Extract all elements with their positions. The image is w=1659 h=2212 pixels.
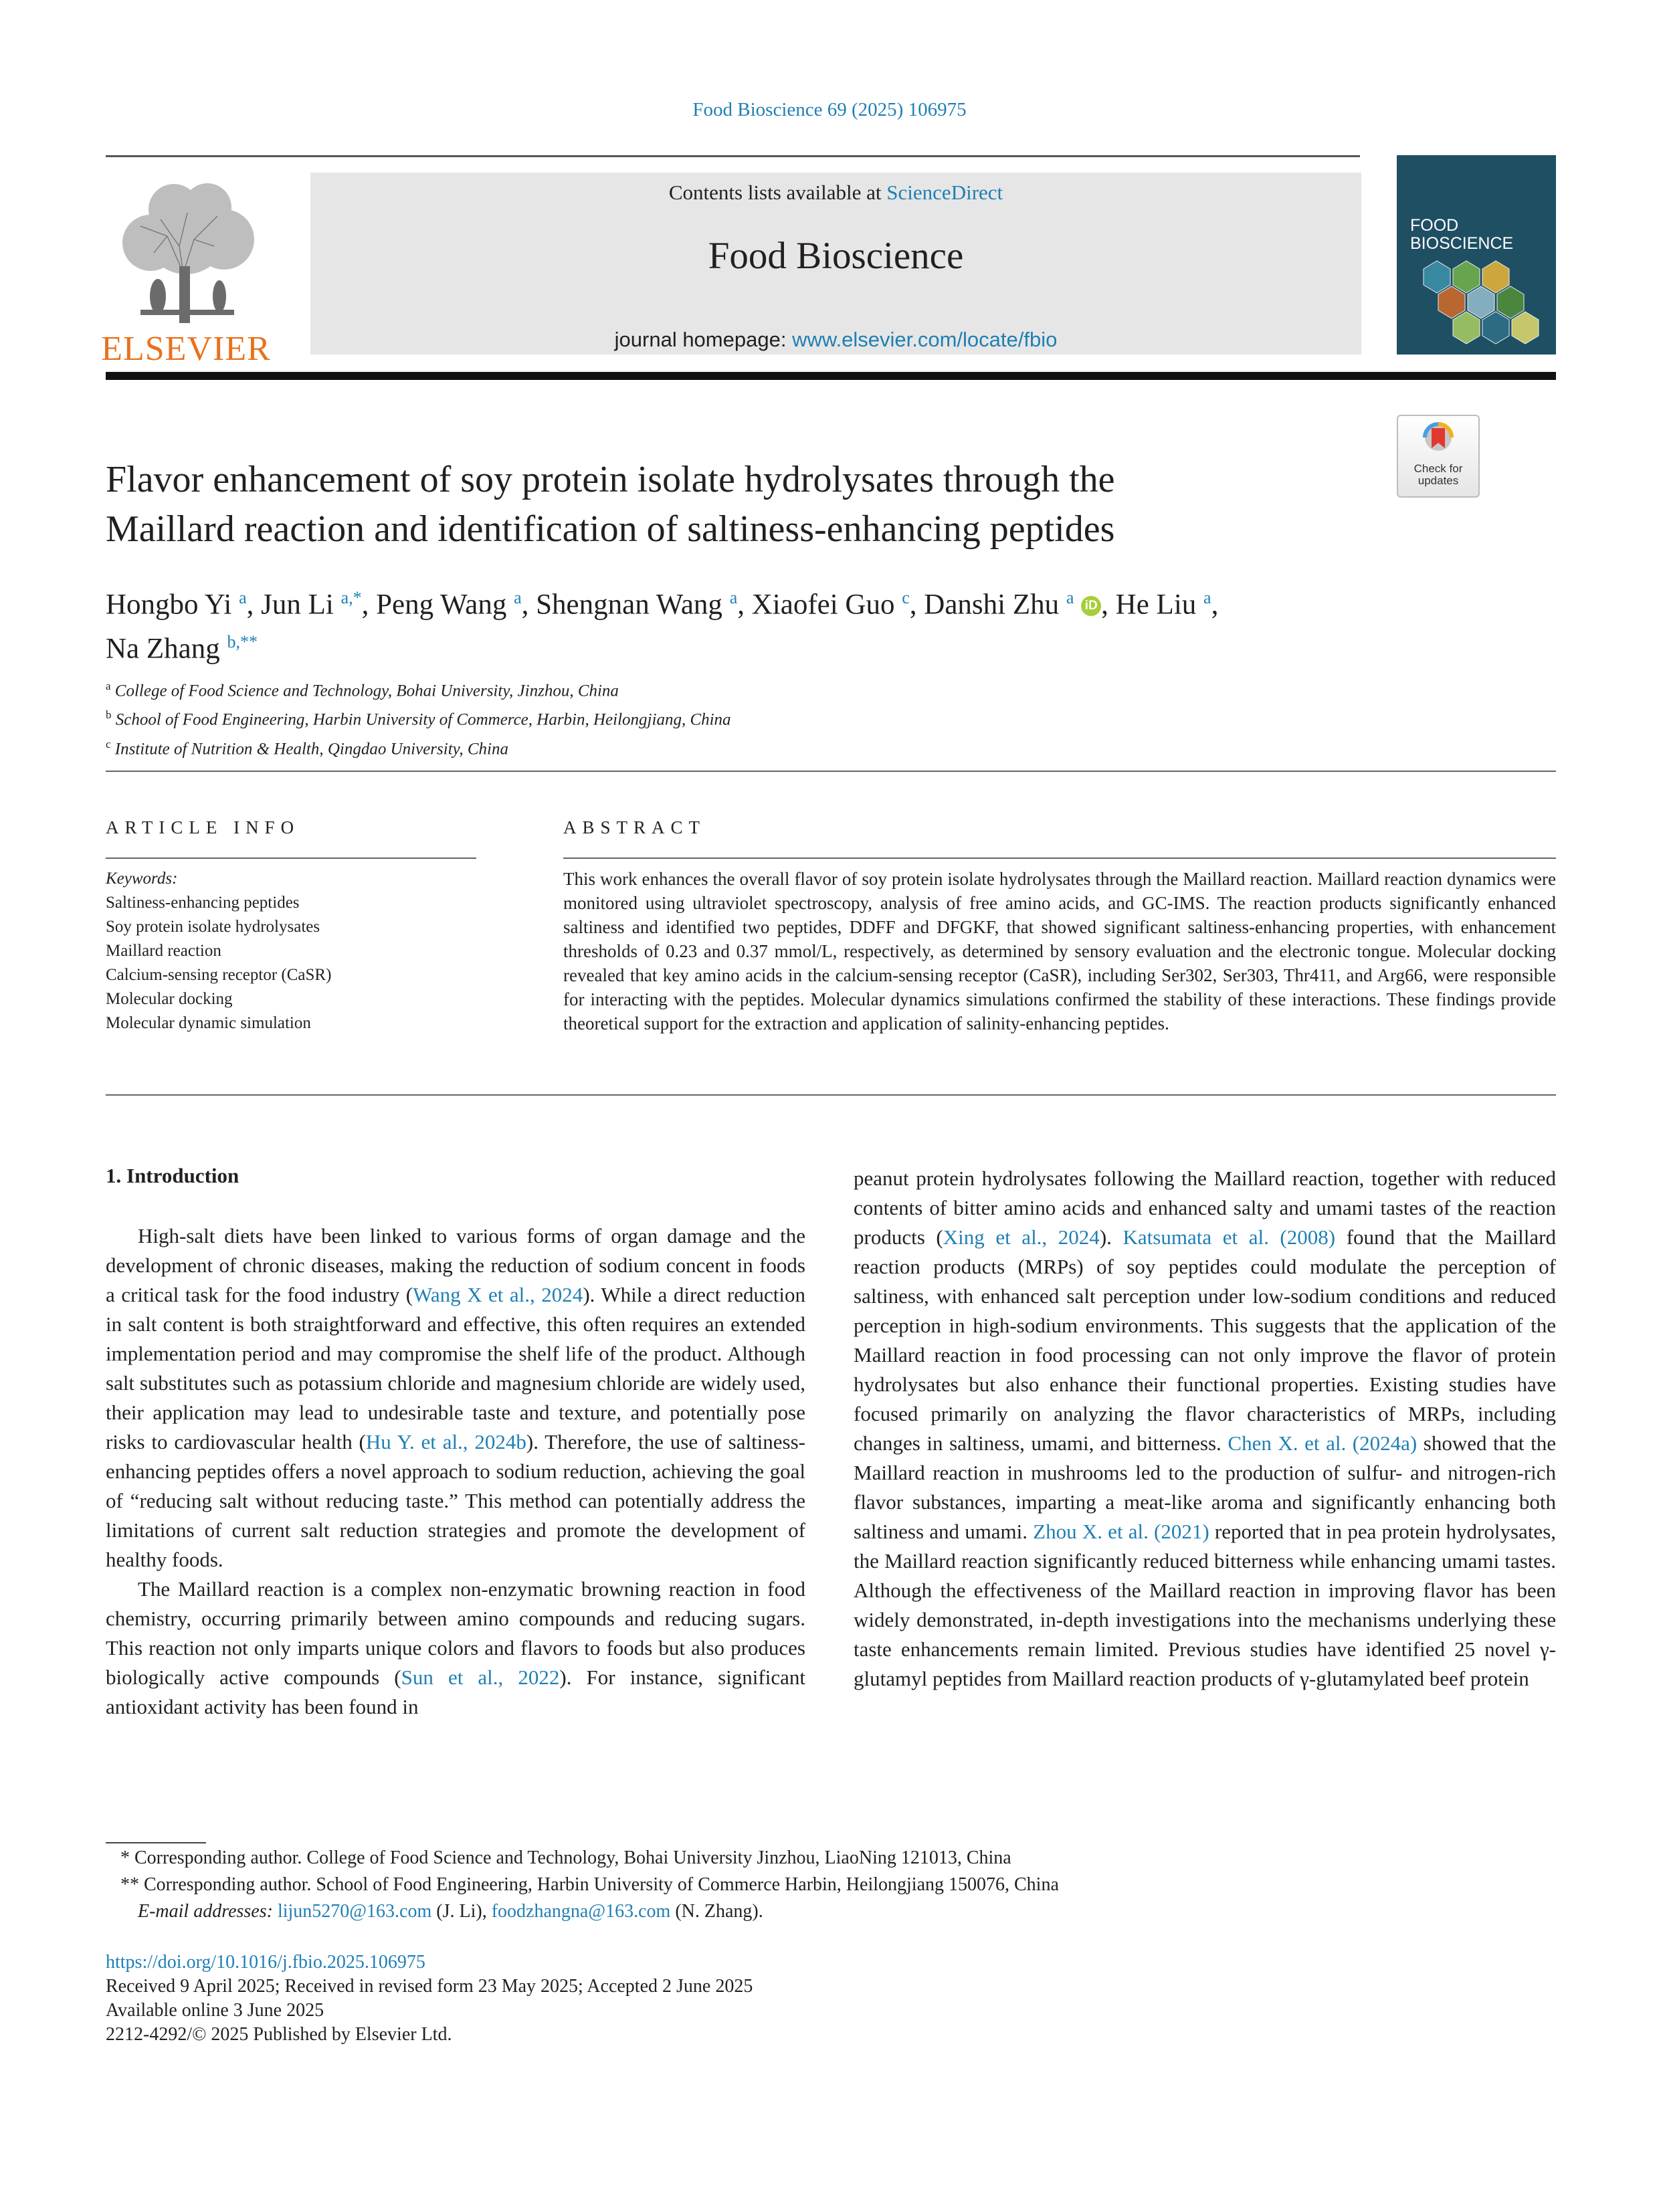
citation-link[interactable]: Zhou X. et al. (2021) <box>1033 1520 1209 1543</box>
check-for-updates-badge[interactable] <box>1397 415 1480 498</box>
received-dates: Received 9 April 2025; Received in revised form 23 May 2025; Accepted 2 June 2025 <box>106 1976 753 1997</box>
author[interactable]: Danshi Zhu <box>924 589 1060 621</box>
keyword: Molecular dynamic simulation <box>106 1014 311 1032</box>
footnote-rule <box>106 1842 206 1843</box>
author[interactable]: Jun Li <box>261 589 334 621</box>
header-thick-rule <box>106 372 1556 380</box>
citation-link[interactable]: Hu Y. et al., 2024b <box>365 1430 526 1453</box>
contents-available-line: Contents lists available at ScienceDirect <box>668 181 1003 204</box>
sciencedirect-link[interactable]: ScienceDirect <box>886 181 1003 204</box>
publication-info <box>106 1950 1109 2047</box>
footnotes <box>106 1845 1556 1925</box>
body-column-left <box>106 1221 805 1722</box>
affiliation: $^c$ Institute of Nutrition & Health, Qingdao University, China <box>106 737 508 758</box>
paragraph: The Maillard reaction is a complex non-enzymatic browning reaction in food chemistry, occurring primarily between amino compounds and reducing sugars. This reaction not only imparts unique colors and flavors to foods but also produces biologically active compounds (Sun et al., 2022). For instance, significant antioxidant activity has been found in <box>106 1577 805 1718</box>
email-link[interactable]: lijun5270@163.com <box>277 1901 432 1922</box>
footnote-corresponding-2: ** Corresponding author. School of Food Engineering, Harbin University of Commerce Harbin, Heilongjiang 150076, China <box>120 1874 1059 1895</box>
affiliation: $^b$ School of Food Engineering, Harbin University of Commerce, Harbin, Heilongjiang, China <box>106 708 731 729</box>
cover-title: FOOD BIOSCIENCE <box>1410 216 1514 253</box>
keyword: Saltiness-enhancing peptides <box>106 894 300 912</box>
keywords-label: Keywords: <box>106 870 178 888</box>
abstract-text: This work enhances the overall flavor of soy protein isolate hydrolysates through the Maillard reaction. Maillard reaction dynamics were monitored using ultraviolet spectroscopy, analysis of free amino acids, and GC-IMS. The reaction products significantly enhanced saltiness and identified two peptides, DDFF and DFGKF, that showed significant saltiness-enhancing properties, with enhancement thresholds of 0.23 and 0.37 mmol/L, respectively, as determined by sensory evaluation and the electronic tongue. Molecular docking revealed that key amino acids in the calcium-sensing receptor (CaSR), including Ser302, Ser303, Thr411, and Arg66, were responsible for interacting with the peptides. Molecular dynamics simulations confirmed the stability of these interactions. These findings provide theoretical support for the extraction and application of salinity-enhancing peptides. <box>563 869 1556 1033</box>
email-link[interactable]: foodzhangna@163.com <box>491 1901 671 1922</box>
journal-citation-link[interactable]: Food Bioscience 69 (2025) 106975 <box>692 99 967 120</box>
article-info-heading: ARTICLE INFO <box>106 817 300 837</box>
orcid-icon[interactable]: iD <box>1081 596 1101 616</box>
footnote-emails: E-mail addresses: lijun5270@163.com (J. Li), foodzhangna@163.com (N. Zhang). <box>138 1901 763 1922</box>
crossmark-icon <box>1422 421 1454 462</box>
keyword: Soy protein isolate hydrolysates <box>106 918 320 936</box>
crossmark-label: Check for updates <box>1413 462 1463 487</box>
journal-cover-thumbnail[interactable] <box>1397 155 1556 355</box>
citation-link[interactable]: Xing et al., 2024 <box>943 1225 1100 1249</box>
author[interactable]: Xiaofei Guo <box>751 589 895 621</box>
author[interactable]: Shengnan Wang <box>536 589 722 621</box>
author[interactable]: He Liu <box>1115 589 1197 621</box>
paragraph: peanut protein hydrolysates following the Maillard reaction, together with reduced contents of bitter amino acids and enhanced salty and umami tastes of the reaction products (Xing et al., 2024). Katsumata et al. (2008) found that the Maillard reaction products (MRPs) of soy peptides could modulate the perception of saltiness, with enhanced salt perception under low-sodium conditions and reduced perception in high-sodium environments. This suggests that the application of the Maillard reaction in food processing can not only improve the flavor of protein hydrolysates but also enhance their functional properties. Existing studies have focused primarily on analyzing the flavor characteristics of MRPs, including changes in saltiness, umami, and bitterness. Chen X. et al. (2024a) showed that the Maillard reaction in mushrooms led to the production of sulfur- and nitrogen-rich flavor substances, imparting a meat-like aroma and significantly enhancing both saltiness and umami. Zhou X. et al. (2021) reported that in pea protein hydrolysates, the Maillard reaction significantly reduced bitterness while enhancing umami tastes. Although the effectiveness of the Maillard reaction in improving flavor has been widely demonstrated, in-depth investigations into the mechanisms underlying these taste enhancements remain limited. Previous studies have identified 25 novel γ-glutamyl peptides from Maillard reaction products of γ-glutamylated beef protein <box>854 1167 1557 1690</box>
paragraph: High-salt diets have been linked to various forms of organ damage and the development of chronic diseases, making the reduction of sodium concent in foods a critical task for the food industry (Wang X et al., 2024). While a direct reduction in salt content is both straightforward and effective, this often requires an extended implementation period and may compromise the shelf life of the product. Although salt substitutes such as potassium chloride and magnesium chloride are widely used, their application may lead to undesirable taste and texture, and potentially pose risks to cardiovascular health (Hu Y. et al., 2024b). Therefore, the use of saltiness-enhancing peptides offers a novel approach to sodium reduction, achieving the goal of “reducing salt without reducing taste.” This method can potentially address the limitations of current salt reduction strategies and promote the development of healthy foods. <box>106 1224 806 1571</box>
elsevier-wordmark: ELSEVIER <box>101 330 271 368</box>
citation-link[interactable]: Katsumata et al. (2008) <box>1123 1225 1336 1249</box>
abstract-heading: ABSTRACT <box>563 817 706 837</box>
journal-name: Food Bioscience <box>708 235 964 277</box>
journal-homepage-link[interactable]: www.elsevier.com/locate/fbio <box>792 328 1058 351</box>
author[interactable]: Na Zhang <box>106 633 220 665</box>
copyright: 2212-4292/© 2025 Published by Elsevier Ltd. <box>106 2024 452 2045</box>
keyword: Calcium-sensing receptor (CaSR) <box>106 966 332 984</box>
header-rule <box>106 155 1360 157</box>
doi-link[interactable]: https://doi.org/10.1016/j.fbio.2025.106975 <box>106 1952 425 1973</box>
citation-link[interactable]: Sun et al., 2022 <box>401 1666 560 1689</box>
keyword: Maillard reaction <box>106 942 221 960</box>
footnote-corresponding-1: * Corresponding author. College of Food Science and Technology, Bohai University Jinzhou, LiaoNing 121013, China <box>120 1847 1011 1868</box>
available-online: Available online 3 June 2025 <box>106 2000 324 2021</box>
abstract-rule <box>563 858 1556 859</box>
keywords-block <box>106 867 480 1035</box>
journal-banner <box>310 173 1361 355</box>
affiliation: $^a$ College of Food Science and Technology, Bohai University, Jinzhou, China <box>106 680 619 700</box>
journal-homepage-line: journal homepage: www.elsevier.com/locate/fbio <box>614 328 1058 351</box>
citation-link[interactable]: Chen X. et al. (2024a) <box>1228 1431 1418 1455</box>
body-column-right <box>854 1164 1556 1694</box>
affiliation-rule <box>106 771 1556 772</box>
author[interactable]: Hongbo Yi <box>106 589 232 621</box>
author-list: Hongbo Yi $^a$, Jun Li $^{a,*}$, Peng Wang $^a$, Shengnan Wang $^a$, Xiaofei Guo $^c$, Danshi Zhu $^a$ iD , He Liu $^a$, Na Zhang $^{b,**}$ <box>106 588 1219 665</box>
article-info-rule <box>106 858 476 859</box>
affiliations <box>106 674 1310 761</box>
cover-hexagon-graphic <box>1397 256 1556 355</box>
section-heading-introduction: 1. Introduction <box>106 1164 239 1187</box>
keyword: Molecular docking <box>106 990 233 1008</box>
citation-link[interactable]: Wang X et al., 2024 <box>413 1283 583 1306</box>
abstract-end-rule <box>106 1094 1556 1096</box>
article-title: Flavor enhancement of soy protein isolate hydrolysates through the Maillard reaction and identification of saltiness-enhancing peptides <box>106 459 1115 550</box>
author[interactable]: Peng Wang <box>376 589 507 621</box>
